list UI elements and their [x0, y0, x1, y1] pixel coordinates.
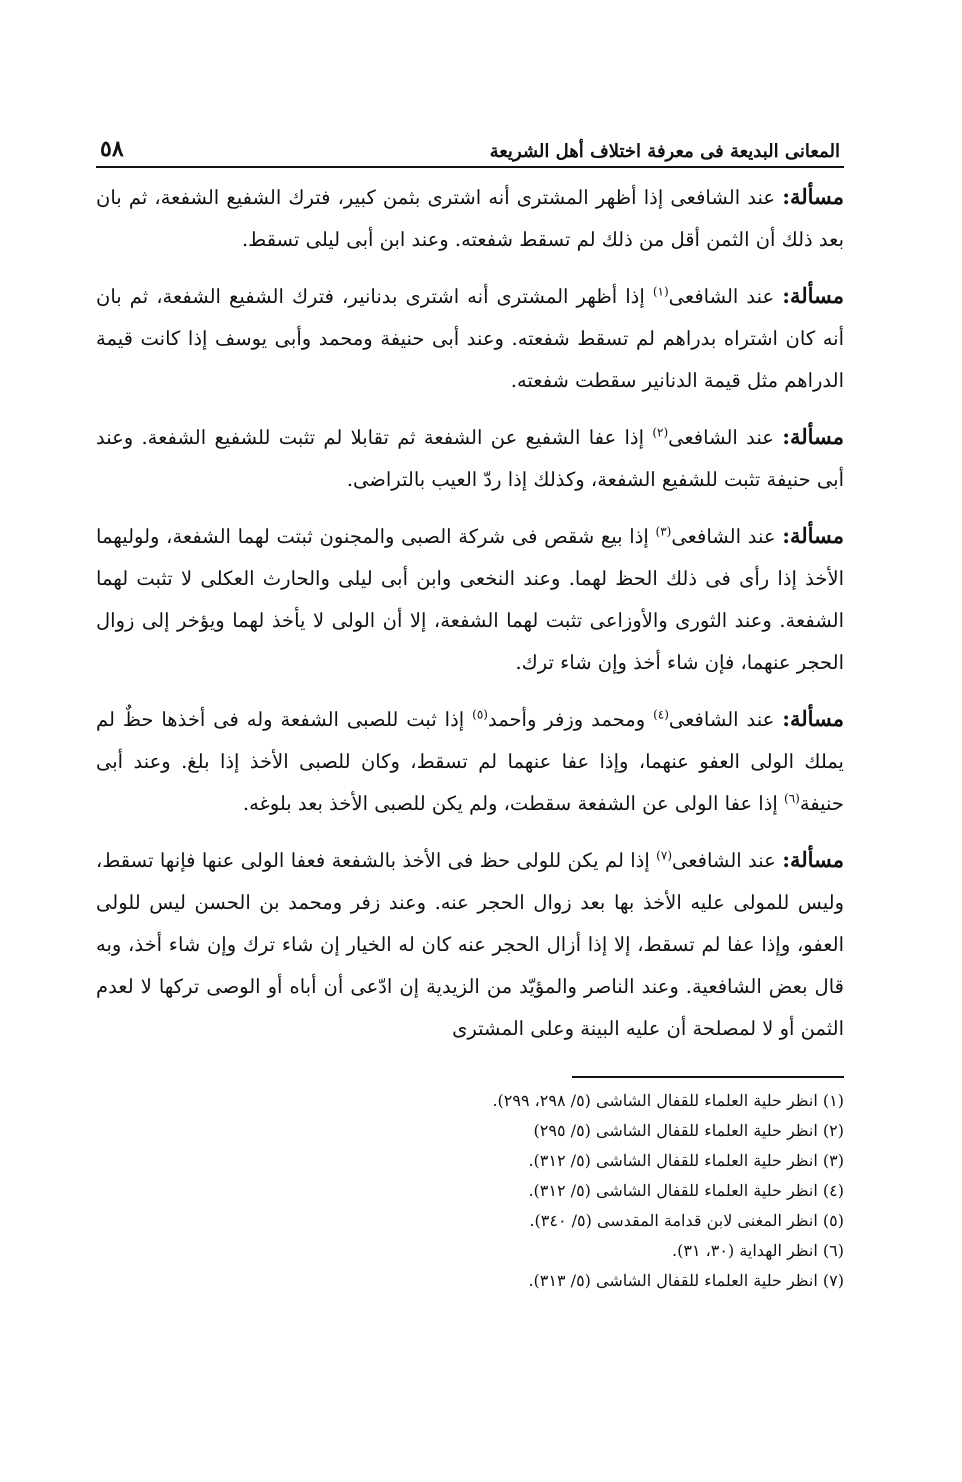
footnote-ref[interactable]: (٧) — [656, 848, 672, 863]
footnote-ref[interactable]: (٤) — [653, 707, 669, 722]
paragraph-text: إذا ثبت للصبى الشفعة وله فى أخذها حظٌ لم يملك الولى العفو عنهما، وإذا عفا عنهما لم تسقط، وكان للصبى الأخذ إذا بلغ. وعند أبى حنيفة — [96, 708, 844, 815]
page-header — [96, 128, 844, 168]
running-title: المعانى البديعة فى معرفة اختلاف أهل الشريعة — [489, 141, 840, 162]
paragraph-text: عند الشافعى — [668, 426, 783, 449]
issue-label: مسألة: — [782, 283, 844, 308]
paragraph-text: ومحمد وزفر وأحمد — [487, 708, 654, 731]
paragraph-text: عند الشافعى — [672, 849, 783, 872]
paragraph — [96, 416, 844, 501]
paragraph — [96, 839, 844, 1050]
footnotes — [96, 1086, 844, 1296]
footnote: (٢) انظر حلية العلماء للقفال الشاشى (٥/ ٢٩٥) — [533, 1121, 844, 1140]
issue-label: مسألة: — [782, 847, 844, 872]
issue-label: مسألة: — [782, 424, 844, 449]
main-text — [96, 176, 844, 1050]
footnote: (٣) انظر حلية العلماء للقفال الشاشى (٥/ ٣١٢). — [528, 1151, 844, 1170]
paragraph — [96, 698, 844, 825]
paragraph-text: عند الشافعى — [671, 525, 783, 548]
footnote-ref[interactable]: (٢) — [652, 425, 669, 440]
paragraph — [96, 176, 844, 261]
footnote: (١) انظر حلية العلماء للقفال الشاشى (٥/ ٢٩٨، ٢٩٩). — [492, 1091, 844, 1110]
footnote-ref[interactable]: (٣) — [655, 524, 672, 539]
issue-label: مسألة: — [782, 706, 844, 731]
paragraph — [96, 515, 844, 684]
footnote-ref[interactable]: (٥) — [472, 707, 488, 722]
book-page — [96, 128, 844, 1296]
paragraph-text: إذا لم يكن للولى حظ فى الأخذ بالشفعة فعفا الولى عنها فإنها تسقط، وليس للمولى عليه الأخذ بها بعد زوال الحجر عنه. وعند زفر ومحمد بن الحسن ليس للولى العفو، وإذا عفا لم تسقط، إلا إذا أزال الحجر عنه كان له الخيار إن شاء ترك وإن شاء أخذ، وبه قال بعض الشافعية. وعند الناصر والمؤيّد من الزيدية إن ادّعى أن أباه أو الوصى تركها لا لعدم الثمن أو لا لمصلحة أن عليه البينة وعلى المشترى — [96, 849, 844, 1040]
footnote: (٧) انظر حلية العلماء للقفال الشاشى (٥/ ٣١٣). — [528, 1271, 844, 1290]
footnote: (٤) انظر حلية العلماء للقفال الشاشى (٥/ ٣١٢). — [528, 1181, 844, 1200]
footnote-ref[interactable]: (١) — [652, 284, 669, 299]
issue-label: مسألة: — [782, 523, 844, 548]
footnote-ref[interactable]: (٦) — [784, 791, 800, 806]
page-number: ٥٨ — [100, 136, 124, 162]
issue-label: مسألة: — [782, 184, 844, 209]
footnote-separator — [572, 1076, 844, 1078]
paragraph — [96, 275, 844, 402]
paragraph-text: عند الشافعى — [668, 708, 783, 731]
paragraph-text: عند الشافعى إذا أظهر المشترى أنه اشترى بثمن كبير، فترك الشفيع الشفعة، ثم بان بعد ذلك أن الثمن أقل من ذلك لم تسقط شفعته. وعند ابن أبى ليلى تسقط. — [96, 186, 844, 251]
paragraph-text: إذا بيع شقص فى شركة الصبى والمجنون ثبتت لهما الشفعة، ولوليهما الأخذ إذا رأى فى ذلك الحظ لهما. وعند النخعى وابن أبى ليلى والحارث العكلى لا تثبت لهما الشفعة. وعند الثورى والأوزاعى تثبت لهما الشفعة، إلا أن الولى لا يأخذ لهما ويؤخر إلى زوال الحجر عنهما، فإن شاء أخذ وإن شاء ترك. — [96, 525, 844, 674]
footnote: (٥) انظر المغنى لابن قدامة المقدسى (٥/ ٣٤٠). — [529, 1211, 844, 1230]
footnote: (٦) انظر الهداية (٣٠، ٣١). — [672, 1241, 844, 1260]
paragraph-text: عند الشافعى — [668, 285, 783, 308]
paragraph-text: إذا عفا الولى عن الشفعة سقطت، ولم يكن للصبى الأخذ بعد بلوغه. — [242, 792, 785, 815]
paragraph-text: إذا عفا الشفيع عن الشفعة ثم تقابلا لم تثبت للشفيع الشفعة. وعند أبى حنيفة تثبت للشفيع الشفعة، وكذلك إذا ردّ العيب بالتراضى. — [96, 426, 844, 491]
paragraph-text: إذا أظهر المشترى أنه اشترى بدنانير، فترك الشفيع الشفعة، ثم بان أنه كان اشتراه بدراهم لم تسقط شفعته. وعند أبى حنيفة ومحمد وأبى يوسف إذا كانت قيمة الدراهم مثل قيمة الدنانير سقطت شفعته. — [96, 285, 844, 392]
